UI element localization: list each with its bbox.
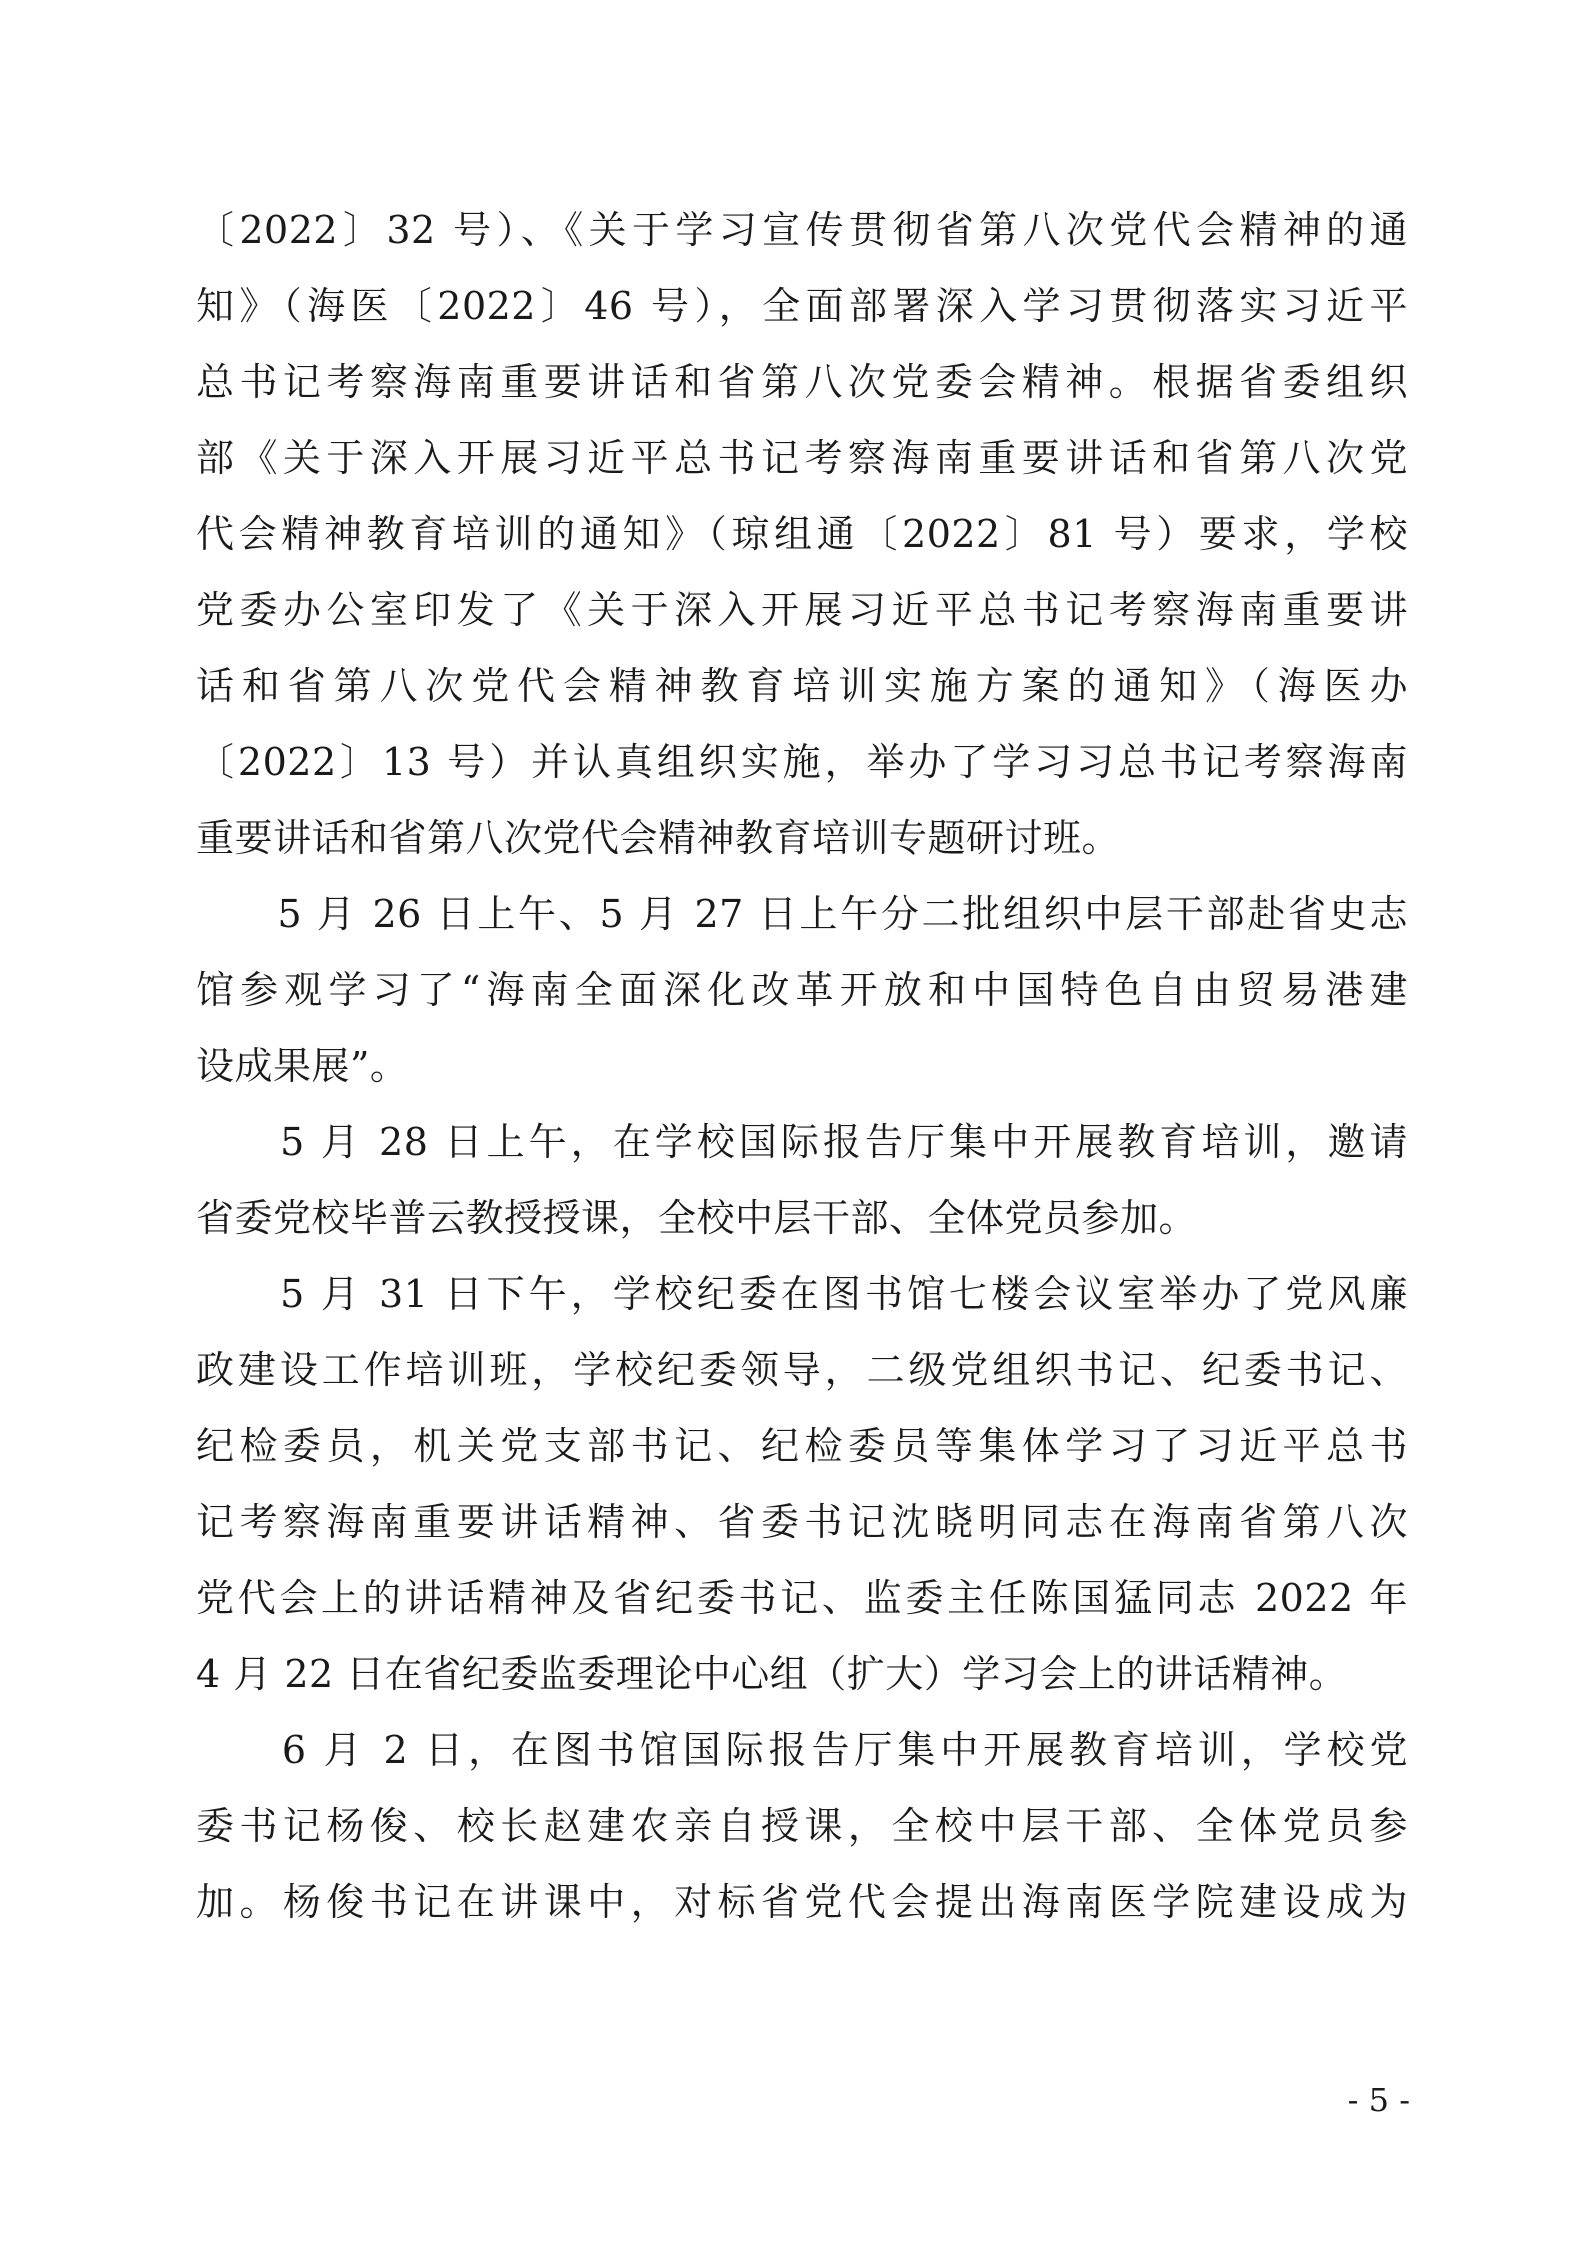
page-number: - 5 - — [1347, 2081, 1410, 2119]
text-line-11: 馆参观学习了“海南全面深化改革开放和中国特色自由贸易港建 — [196, 968, 1408, 1012]
text-line-1: 〔2022〕32 号）、《关于学习宣传贯彻省第八次党代会精神的通 — [196, 208, 1408, 252]
text-line-4: 部《关于深入开展习近平总书记考察海南重要讲话和省第八次党 — [196, 436, 1408, 480]
text-line-6: 党委办公室印发了《关于深入开展习近平总书记考察海南重要讲 — [196, 588, 1408, 632]
text-line-7: 话和省第八次党代会精神教育培训实施方案的通知》（海医办 — [196, 664, 1408, 708]
text-line-10: 5 月 26 日上午、5 月 27 日上午分二批组织中层干部赴省史志 — [196, 892, 1408, 936]
text-line-5: 代会精神教育培训的通知》（琼组通〔2022〕81 号）要求，学校 — [196, 512, 1408, 556]
text-line-2: 知》（海医〔2022〕46 号），全面部署深入学习贯彻落实习近平 — [196, 284, 1408, 328]
text-line-23: 加。杨俊书记在讲课中，对标省党代会提出海南医学院建设成为 — [196, 1880, 1408, 1924]
text-line-8: 〔2022〕13 号）并认真组织实施，举办了学习习总书记考察海南 — [196, 740, 1408, 784]
text-line-3: 总书记考察海南重要讲话和省第八次党委会精神。根据省委组织 — [196, 360, 1408, 404]
text-line-16: 政建设工作培训班，学校纪委领导，二级党组织书记、纪委书记、 — [196, 1348, 1408, 1392]
text-line-19: 党代会上的讲话精神及省纪委书记、监委主任陈国猛同志 2022 年 — [196, 1576, 1408, 1620]
body-text — [196, 192, 1408, 1940]
text-line-12: 设成果展”。 — [196, 1044, 409, 1088]
text-line-13: 5 月 28 日上午，在学校国际报告厅集中开展教育培训，邀请 — [196, 1120, 1408, 1164]
text-line-17: 纪检委员，机关党支部书记、纪检委员等集体学习了习近平总书 — [196, 1424, 1408, 1468]
text-line-14: 省委党校毕普云教授授课，全校中层干部、全体党员参加。 — [196, 1196, 1198, 1240]
text-line-9: 重要讲话和省第八次党代会精神教育培训专题研讨班。 — [196, 816, 1121, 860]
text-line-20: 4 月 22 日在省纪委监委理论中心组（扩大）学习会上的讲话精神。 — [196, 1652, 1348, 1696]
text-line-22: 委书记杨俊、校长赵建农亲自授课，全校中层干部、全体党员参 — [196, 1804, 1408, 1848]
text-line-21: 6 月 2 日，在图书馆国际报告厅集中开展教育培训，学校党 — [196, 1728, 1408, 1772]
text-line-15: 5 月 31 日下午，学校纪委在图书馆七楼会议室举办了党风廉 — [196, 1272, 1408, 1316]
text-line-18: 记考察海南重要讲话精神、省委书记沈晓明同志在海南省第八次 — [196, 1500, 1408, 1544]
